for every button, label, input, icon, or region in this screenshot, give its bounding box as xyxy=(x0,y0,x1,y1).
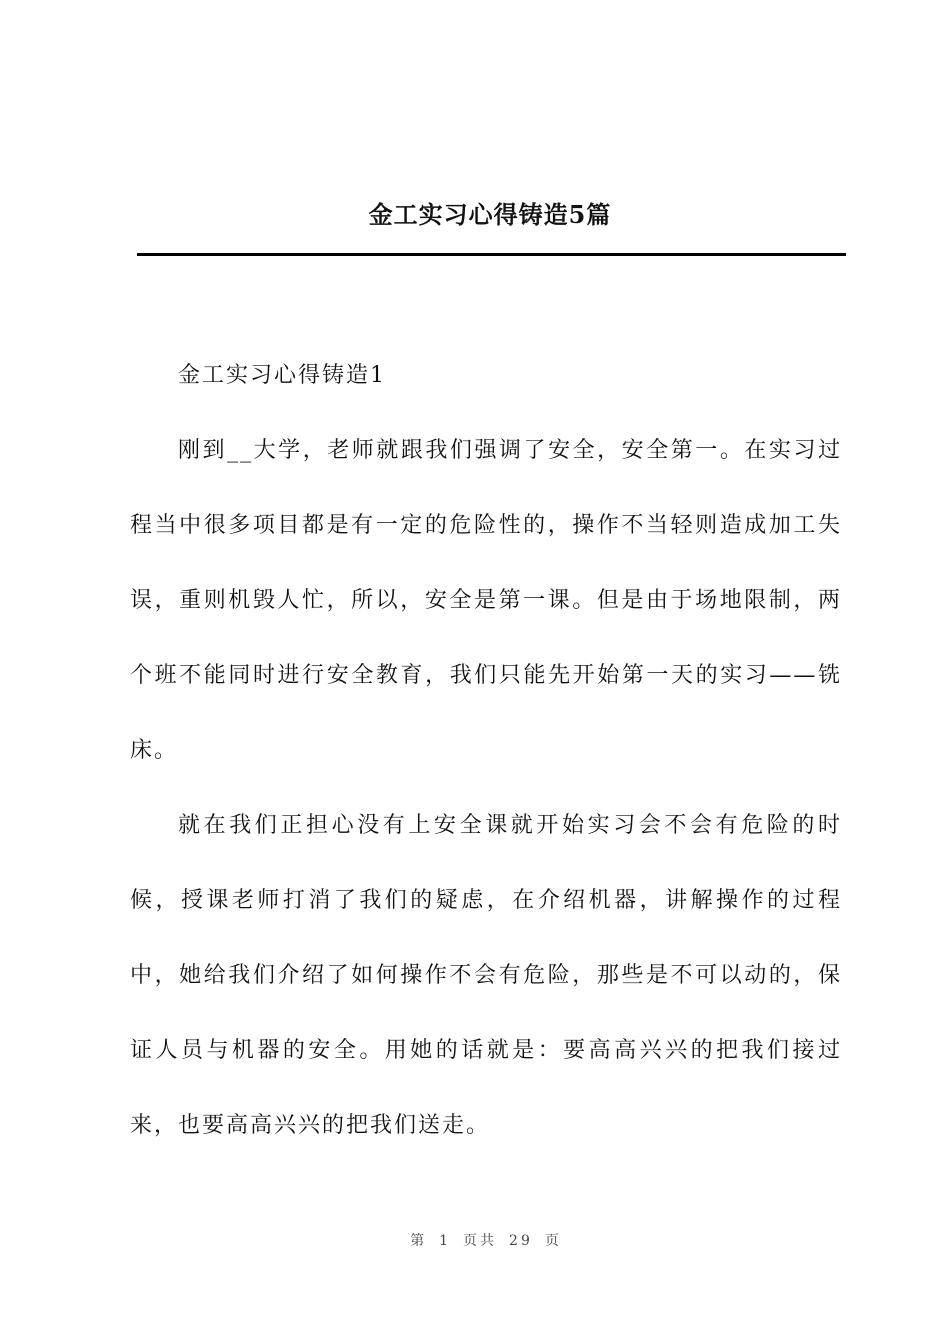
page-footer xyxy=(0,1230,950,1250)
footer-total-pages: 29 xyxy=(509,1233,533,1249)
document-body xyxy=(130,338,842,1163)
footer-suffix: 页 xyxy=(544,1233,562,1249)
footer-current-page: 1 xyxy=(439,1233,452,1249)
footer-prefix: 第 xyxy=(410,1233,428,1249)
paragraph-1: 刚到__大学，老师就跟我们强调了安全，安全第一。在实习过程当中很多项目都是有一定的危险性的，操作不当轻则造成加工失误，重则机毁人忙，所以，安全是第一课。但是由于场地限制，两个班不能同时进行安全教育，我们只能先开始第一天的实习——铣床。 xyxy=(130,438,842,763)
footer-middle: 页共 xyxy=(463,1233,498,1249)
section-heading: 金工实习心得铸造1 xyxy=(178,363,386,388)
title-divider xyxy=(137,253,846,256)
paragraph-2: 就在我们正担心没有上安全课就开始实习会不会有危险的时候，授课老师打消了我们的疑虑，在介绍机器，讲解操作的过程中，她给我们介绍了如何操作不会有危险，那些是不可以动的，保证人员与机器的安全。用她的话就是：要高高兴兴的把我们接过来，也要高高兴兴的把我们送走。 xyxy=(130,813,842,1138)
page-title: 金工实习心得铸造5篇 xyxy=(368,200,612,229)
